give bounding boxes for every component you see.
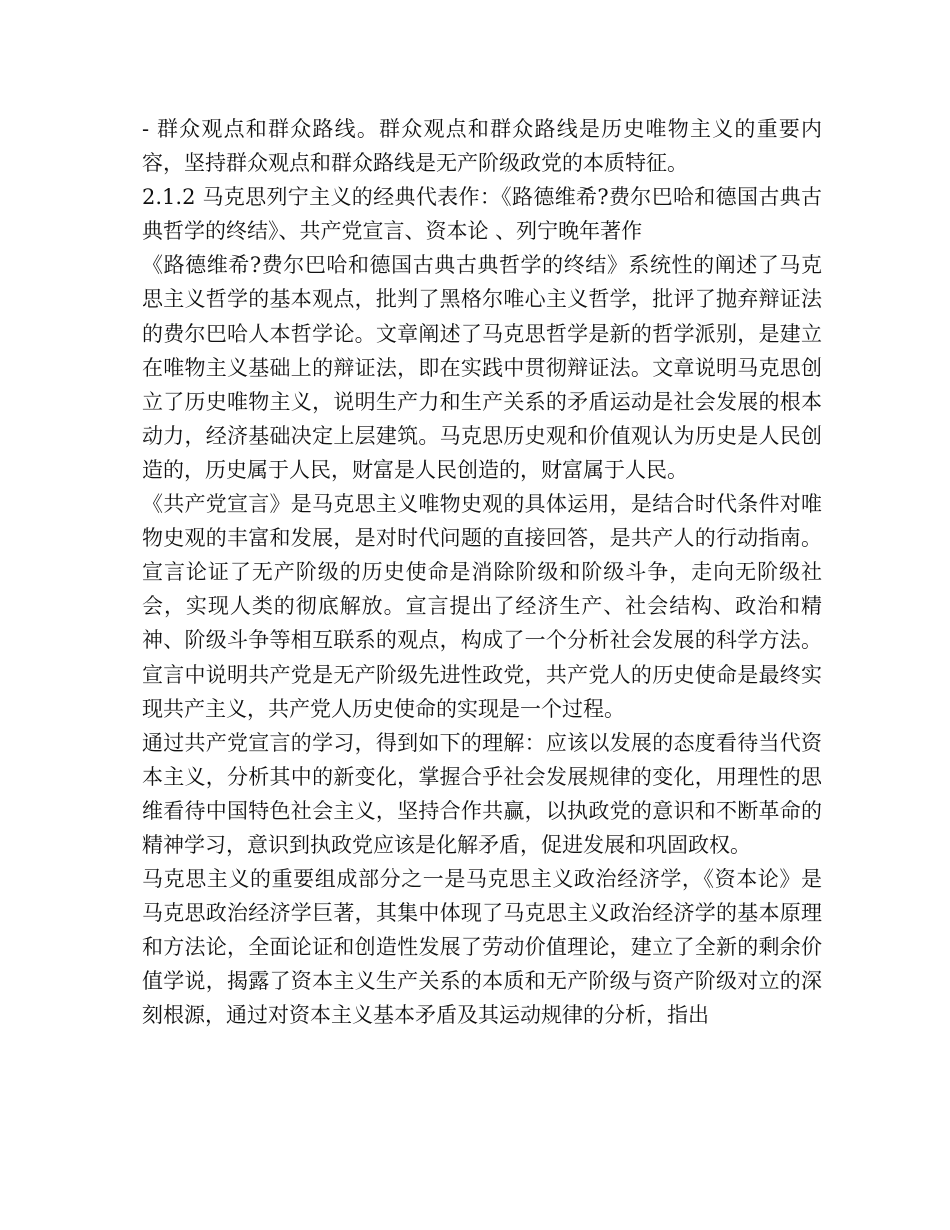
document-body — [142, 112, 822, 1033]
paragraph-manifesto-understanding: 通过共产党宣言的学习，得到如下的理解：应该以发展的态度看待当代资本主义，分析其中的新变化，掌握合乎社会发展规律的变化，用理性的思维看待中国特色社会主义，坚持合作共赢，以执政党的意识和不断革命的精神学习，意识到执政党应该是化解矛盾，促进发展和巩固政权。 — [142, 730, 822, 857]
paragraph-feuerbach: 《路德维希?费尔巴哈和德国古典古典哲学的终结》系统性的阐述了马克思主义哲学的基本观点，批判了黑格尔唯心主义哲学，批评了抛弃辩证法的费尔巴哈人本哲学论。文章阐述了马克思哲学是新的哲学派别，是建立在唯物主义基础上的辩证法，即在实践中贯彻辩证法。文章说明马克思创立了历史唯物主义，说明生产力和生产关系的矛盾运动是社会发展的根本动力，经济基础决定上层建筑。马克思历史观和价值观认为历史是人民创造的，历史属于人民，财富是人民创造的，财富属于人民。 — [142, 253, 822, 482]
paragraph-das-kapital: 马克思主义的重要组成部分之一是马克思主义政治经济学，《资本论》是马克思政治经济学巨著，其集中体现了马克思主义政治经济学的基本原理和方法论，全面论证和创造性发展了劳动价值理论，建立了全新的剩余价值学说，揭露了资本主义生产关系的本质和无产阶级与资产阶级对立的深刻根源，通过对资本主义基本矛盾及其运动规律的分析，指出 — [142, 867, 822, 1028]
paragraph-mass-line: - 群众观点和群众路线。群众观点和群众路线是历史唯物主义的重要内容，坚持群众观点和群众路线是无产阶级政党的本质特征。 — [142, 117, 822, 176]
section-heading-classic-works: 2.1.2 马克思列宁主义的经典代表作：《路德维希?费尔巴哈和德国古典古典哲学的终结》、共产党宣言、资本论 、列宁晚年著作 — [142, 185, 822, 244]
paragraph-communist-manifesto: 《共产党宣言》是马克思主义唯物史观的具体运用，是结合时代条件对唯物史观的丰富和发展，是对时代问题的直接回答，是共产人的行动指南。宣言论证了无产阶级的历史使命是消除阶级和阶级斗争，走向无阶级社会，实现人类的彻底解放。宣言提出了经济生产、社会结构、政治和精神、阶级斗争等相互联系的观点，构成了一个分析社会发展的科学方法。宣言中说明共产党是无产阶级先进性政党，共产党人的历史使命是最终实现共产主义，共产党人历史使命的实现是一个过程。 — [142, 492, 822, 721]
